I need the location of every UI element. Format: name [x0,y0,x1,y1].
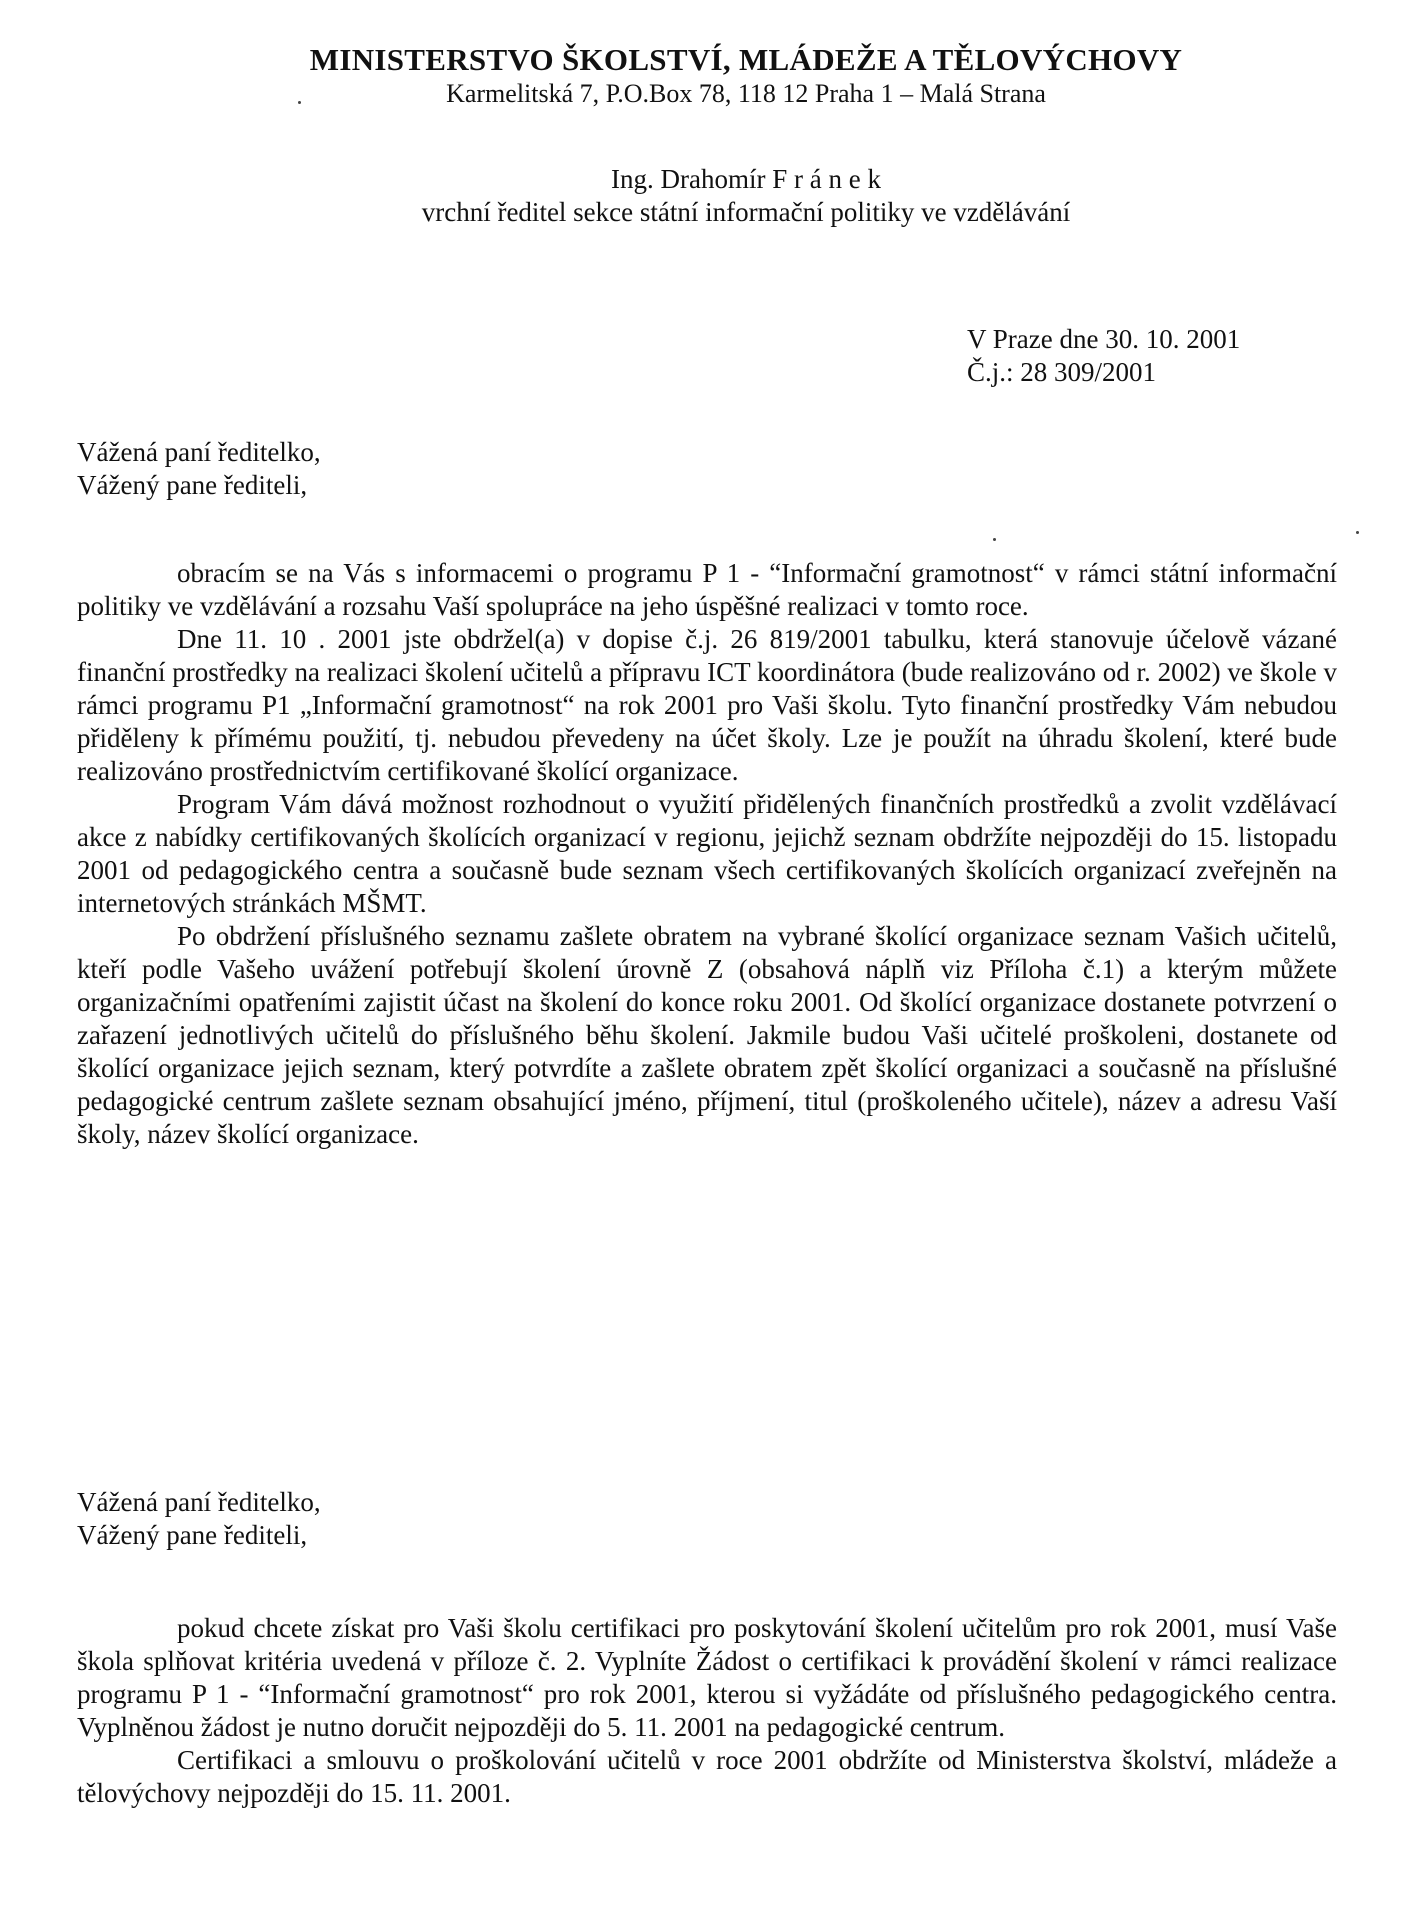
signer-role: vrchní ředitel sekce státní informační politiky ve vzdělávání [421,197,1071,227]
salutation-male: Vážený pane řediteli, [77,1520,308,1550]
signer-block [0,163,1412,229]
paragraph: Po obdržení příslušného seznamu zašlete obratem na vybrané školící organizace seznam Vašich učitelů, kteří podle Vašeho uvážení potřebují školení úrovně Z (obsahová náplň viz Příloha č.1) a kterým můžete organizačními opatřeními zajistit účast na školení do konce roku 2001. Od školící organizace dostanete potvrzení o zařazení jednotlivých učitelů do příslušného běhu školení. Jakmile budou Vaši učitelé proškoleni, dostanete od školící organizace jejich seznam, který potvrdíte a zašlete obratem zpět školící organizaci a současně na příslušné pedagogické centrum zašlete seznam obsahující jméno, příjmení, titul (proškoleného učitele), název a adresu Vaší školy, název školící organizace. [77,921,1337,1149]
date-reference-block [967,323,1367,389]
scan-speck [1356,531,1359,534]
scan-speck [993,538,996,541]
salutation-female: Vážená paní ředitelko, [77,1487,321,1517]
ministry-name: MINISTERSTVO ŠKOLSTVÍ, MLÁDEŽE A TĚLOVÝCHOVY [309,42,1183,77]
paragraph: Program Vám dává možnost rozhodnout o využití přidělených finančních prostředků a zvolit vzdělávací akce z nabídky certifikovaných školících organizací v regionu, jejichž seznam obdržíte nejpozději do 15. listopadu 2001 od pedagogického centra a současně bude seznam všech certifikovaných školících organizací zveřejněn na internetových stránkách MŠMT. [77,789,1337,918]
salutation-2 [77,1486,677,1552]
reference-number: Č.j.: 28 309/2001 [967,357,1157,387]
letter-date: V Praze dne 30. 10. 2001 [967,324,1241,354]
body-section-1 [77,557,1337,1151]
paragraph: pokud chcete získat pro Vaši školu certifikaci pro poskytování školení učitelům pro rok 2001, musí Vaše škola splňovat kritéria uvedená v příloze č. 2. Vyplníte Žádost o certifikaci k provádění školení v rámci realizace programu P 1 - “Informační gramotnost“ pro rok 2001, kterou si vyžádáte od příslušného pedagogického centra. Vyplněnou žádost je nutno doručit nejpozději do 5. 11. 2001 na pedagogické centrum. [77,1613,1337,1742]
salutation-1 [77,436,677,502]
salutation-female: Vážená paní ředitelko, [77,437,321,467]
signer-name: Ing. Drahomír F r á n e k [611,164,881,194]
paragraph: Certifikaci a smlouvu o proškolování učitelů v roce 2001 obdržíte od Ministerstva školství, mládeže a tělovýchovy nejpozději do 15. 11. 2001. [77,1745,1337,1808]
paragraph: Dne 11. 10 . 2001 jste obdržel(a) v dopise č.j. 26 819/2001 tabulku, která stanovuje účelově vázané finanční prostředky na realizaci školení učitelů a přípravu ICT koordinátora (bude realizováno od r. 2002) ve škole v rámci programu P1 „Informační gramotnost“ na rok 2001 pro Vaši školu. Tyto finanční prostředky Vám nebudou přiděleny k přímému použití, tj. nebudou převedeny na účet školy. Lze je použít na úhradu školení, které bude realizováno prostřednictvím certifikované školící organizace. [77,624,1337,786]
body-section-2 [77,1612,1337,1810]
ministry-address: Karmelitská 7, P.O.Box 78, 118 12 Praha 1 – Malá Strana [446,79,1046,108]
salutation-male: Vážený pane řediteli, [77,470,308,500]
letterhead [0,42,1412,110]
scan-speck [298,101,301,104]
paragraph: obracím se na Vás s informacemi o programu P 1 - “Informační gramotnost“ v rámci státní informační politiky ve vzdělávání a rozsahu Vaší spolupráce na jeho úspěšné realizaci v tomto roce. [77,558,1337,621]
